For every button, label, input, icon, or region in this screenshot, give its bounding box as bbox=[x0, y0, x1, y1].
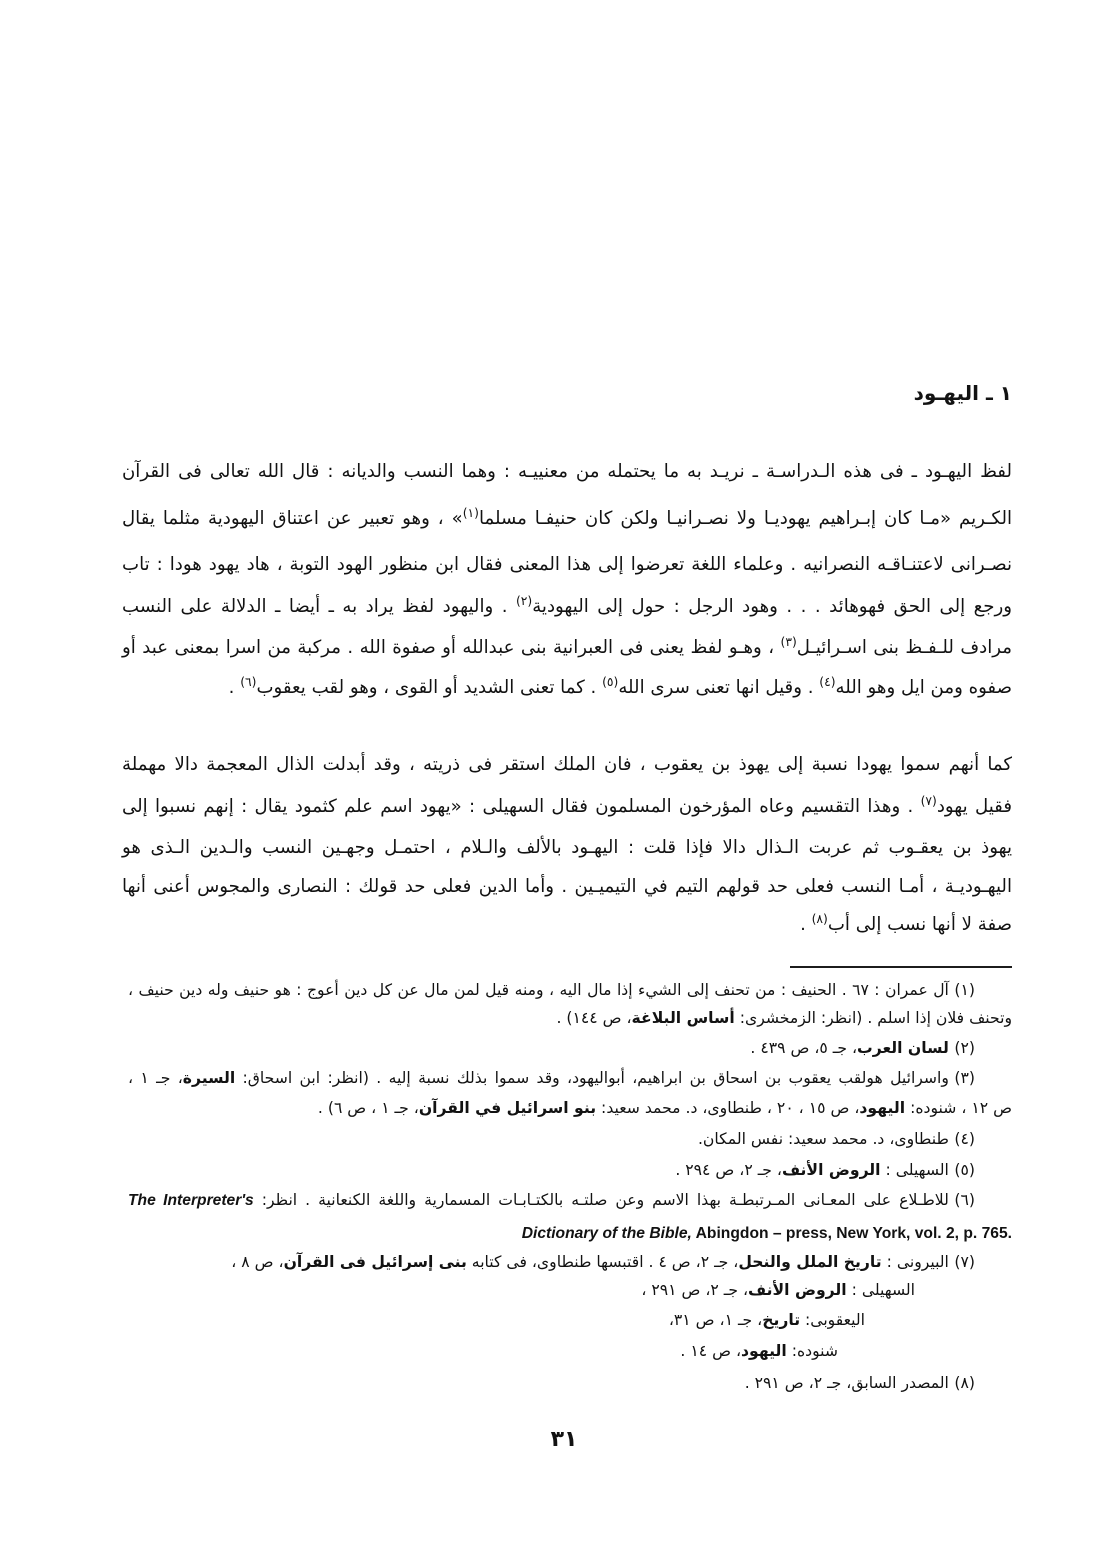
footnote-number: (٨) bbox=[954, 1373, 975, 1392]
footnote-text: طنطاوى، د. محمد سعيد: نفس المكان. bbox=[697, 1129, 949, 1148]
body-text: فقيل يهود bbox=[936, 796, 1012, 817]
body-line bbox=[122, 628, 1012, 668]
body-text: . bbox=[228, 677, 241, 698]
book-title: الروض الأنف bbox=[781, 1160, 881, 1179]
footnote-number: (٥) bbox=[954, 1160, 975, 1179]
footnote-text: ، ص ١٥ ، ٢٠ ، طنطاوى، د. محمد سعيد: bbox=[596, 1098, 860, 1117]
footnote-separator bbox=[790, 966, 1012, 968]
book-title: بنى إسرائيل فى القرآن bbox=[283, 1252, 467, 1271]
footnote-text: واسرائيل هولقب يعقوب بن اسحاق بن ابراهيم، أبواليهود، وقد سموا بذلك نسبة إليه . (انظر: ابن اسحاق: bbox=[235, 1068, 949, 1087]
body-text: كما أنهم سموا يهودا نسبة إلى يهوذ بن يعقوب ، فان الملك استقر فى ذريته ، وقد أبدلت الذال المعجمة دالا مهملة bbox=[122, 754, 1012, 775]
footnote-text: آل عمران : ٦٧ . الحنيف : من تحنف إلى الشيء إذا مال اليه ، ومنه قيل لمن مال عن كل دين أعوج : هو حنيف وله دين حنيف ، bbox=[128, 980, 949, 999]
book-title: تاريخ الملل والنحل bbox=[738, 1252, 882, 1271]
footnote-ref: (٣) bbox=[780, 635, 797, 650]
body-line bbox=[122, 499, 1012, 539]
footnote-line bbox=[128, 1219, 1012, 1247]
footnote-text: ، جـ ٢، ص ٢٩٤ . bbox=[675, 1160, 782, 1179]
body-text: اليهـوديـة ، أمـا النسب فعلى حد قولهم التيم في التيميـين . وأما الدين فعلى حد قولك : النصارى والمجوس أعنى أنها bbox=[122, 876, 1012, 897]
footnote-number: (١) bbox=[954, 980, 975, 999]
body-line bbox=[122, 545, 1012, 585]
footnote-ref: (٥) bbox=[602, 675, 619, 690]
footnote-ref: (٧) bbox=[920, 794, 937, 809]
body-text: ورجع إلى الحق فهوهائد . . . وهود الرجل : حول إلى اليهودية bbox=[532, 596, 1012, 617]
footnote-text: وتحنف فلان إذا اسلم . (انظر: الزمخشرى: bbox=[734, 1008, 1012, 1027]
footnote-ref: (٤) bbox=[819, 675, 836, 690]
body-text: صفوه ومن ايل وهو الله bbox=[835, 677, 1012, 698]
footnote-text: Abingdon – press, New York, vol. 2, p. 765. bbox=[691, 1225, 1012, 1242]
footnote-text: للاطـلاع على المعـانى المـرتبطـة بهذا الاسم وعن صلتـه بالكتـابـات المسمارية واللغة الكنعانية . انظر: bbox=[253, 1190, 949, 1209]
book-title: بنو اسرائيل في القرآن bbox=[418, 1098, 597, 1117]
body-text: . كما تعنى الشديد أو القوى ، وهو لقب يعقوب bbox=[256, 677, 603, 698]
body-text: الكـريم «مـا كان إبـراهيم يهوديـا ولا نصـرانيـا ولكن كان حنيفـا مسلما bbox=[478, 508, 1012, 529]
footnote-number: (٣) bbox=[954, 1068, 975, 1087]
body-line bbox=[122, 452, 1012, 492]
body-text: . واليهود لفظ يراد به ـ أيضا ـ الدلالة على النسب bbox=[122, 596, 516, 617]
body-line bbox=[122, 668, 1012, 708]
book-title: لسان العرب bbox=[857, 1038, 949, 1057]
book-title: السيرة bbox=[182, 1068, 236, 1087]
footnote-text: ، جـ ١ ، bbox=[128, 1068, 183, 1087]
body-text: . وقيل انها تعنى سرى الله bbox=[618, 677, 820, 698]
footnote-text: ، جـ ٥، ص ٤٣٩ . bbox=[750, 1038, 858, 1057]
body-text: ، وهـو لفظ يعنى فى العبرانية بنى عبدالله أو صفوة الله . مركبة من اسرا بمعنى عبد أو bbox=[122, 637, 781, 658]
footnote-text: السهيلى : bbox=[880, 1160, 949, 1179]
page-number: ٣١ bbox=[550, 1427, 578, 1452]
footnote-text: ، جـ ٢، ص ٢٩١ ، bbox=[641, 1280, 749, 1299]
footnote-text: شنوده: bbox=[786, 1341, 838, 1360]
body-line bbox=[122, 867, 1012, 907]
body-line bbox=[122, 905, 1012, 945]
footnote-number: (٦) bbox=[954, 1190, 975, 1209]
footnote-ref: (٨) bbox=[811, 912, 828, 927]
footnote-text: ، ص ٨ ، bbox=[231, 1252, 284, 1271]
body-text: نصـرانى لاعتنـاقـه النصرانيه . وعلماء اللغة تعرضوا إلى هذا المعنى فقال ابن منظور الهود التوبة ، هاد يهود هودا : تاب bbox=[122, 554, 1012, 575]
footnote-line bbox=[128, 1125, 975, 1153]
book-title: The Interpreter's bbox=[128, 1192, 254, 1209]
footnote-line bbox=[128, 1094, 1012, 1122]
footnote-number: (٤) bbox=[954, 1129, 975, 1148]
body-line bbox=[122, 828, 1012, 868]
footnote-line bbox=[215, 1276, 915, 1304]
body-text: مرادف للـفـظ بنى اسـرائيـل bbox=[796, 637, 1012, 658]
body-text: لفظ اليهـود ـ فى هذه الـدراسـة ـ نريـد به ما يحتمله من معنييـه : وهما النسب والديانه : قال الله تعالى فى القرآن bbox=[122, 461, 1012, 482]
footnote-line bbox=[128, 1064, 975, 1092]
footnote-text: السهيلى : bbox=[846, 1280, 915, 1299]
footnote-text: ، ص ١٤ . bbox=[680, 1341, 741, 1360]
body-text: يهوذ بن يعقـوب ثم عربت الـذال دالا فإذا قلت : اليهـود بالألف والـلام ، احتمـل وجهـين النسب والـدين الـذى هو bbox=[122, 837, 1012, 858]
footnote-ref: (٦) bbox=[240, 675, 257, 690]
footnote-text: اليعقوبى: bbox=[800, 1310, 865, 1329]
footnote-line bbox=[128, 1369, 975, 1397]
book-title: Dictionary of the Bible, bbox=[521, 1225, 692, 1242]
footnote-ref: (١) bbox=[462, 506, 479, 521]
body-line bbox=[122, 587, 1012, 627]
footnote-text: ، ص ١٤٤) . bbox=[556, 1008, 632, 1027]
book-title: أساس البلاغة bbox=[631, 1008, 735, 1027]
book-title: اليهود bbox=[741, 1341, 787, 1360]
footnote-line bbox=[128, 1156, 975, 1184]
book-title: اليهود bbox=[859, 1098, 906, 1117]
book-title: الروض الأنف bbox=[748, 1280, 847, 1299]
footnote-number: (٢) bbox=[954, 1038, 975, 1057]
body-line bbox=[122, 745, 1012, 785]
body-line bbox=[122, 787, 1012, 827]
footnote-line bbox=[215, 1306, 865, 1334]
body-text: . وهذا التقسيم وعاه المؤرخون المسلمون فقال السهيلى : «يهود اسم علم كثمود يقال : إنهم نسبوا إلى bbox=[121, 796, 921, 817]
footnote-text: ، جـ ٢، ص ٤ . اقتبسها طنطاوى، فى كتابه bbox=[466, 1252, 739, 1271]
book-title: تاريخ bbox=[762, 1310, 801, 1329]
body-text: صفة لا أنها نسب إلى أب bbox=[827, 914, 1012, 935]
footnote-ref: (٢) bbox=[515, 594, 533, 609]
footnote-number: (٧) bbox=[954, 1252, 975, 1271]
footnote-text: ، جـ ١ ، ص ٦) . bbox=[317, 1098, 419, 1117]
footnote-line bbox=[128, 1248, 975, 1276]
section-heading: ١ ـ اليهـود bbox=[913, 381, 1012, 405]
footnote-text: المصدر السابق، جـ ٢، ص ٢٩١ . bbox=[744, 1373, 949, 1392]
footnote-line bbox=[128, 1186, 975, 1214]
footnote-text: البيرونى : bbox=[881, 1252, 949, 1271]
footnote-line bbox=[128, 1004, 1012, 1032]
footnote-text: ص ١٢ ، شنوده: bbox=[905, 1098, 1012, 1117]
body-text: . bbox=[800, 914, 812, 935]
footnote-text: ، جـ ١، ص ٣١، bbox=[668, 1310, 763, 1329]
footnote-line bbox=[218, 1337, 838, 1365]
footnote-line bbox=[128, 976, 975, 1004]
footnote-line bbox=[128, 1034, 975, 1062]
body-text: » ، وهو تعبير عن اعتناق اليهودية مثلما يقال bbox=[122, 508, 463, 529]
